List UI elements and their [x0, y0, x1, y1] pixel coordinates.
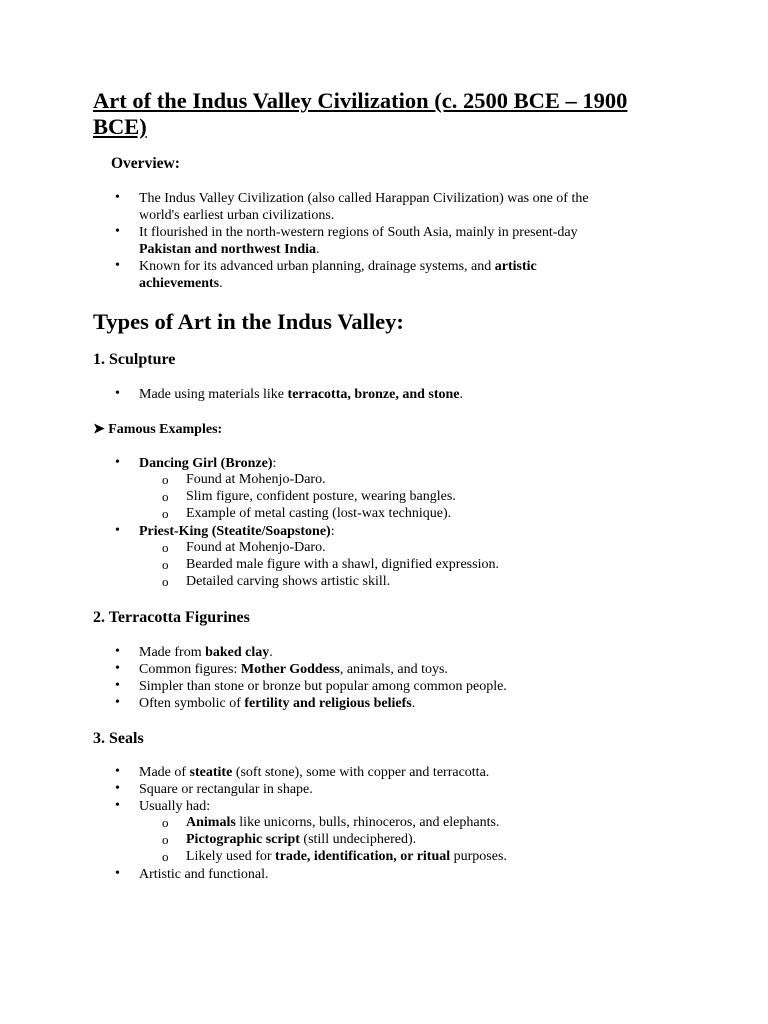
circle-bullet-icon: o	[162, 849, 169, 864]
bullet-icon: •	[115, 678, 120, 693]
text-run: (soft stone), some with copper and terracotta.	[232, 765, 490, 780]
seals-item: Artistic and functional.	[139, 867, 269, 882]
circle-bullet-icon: o	[162, 472, 169, 487]
emphasis: steatite	[189, 765, 233, 780]
bullet-icon: •	[115, 661, 120, 676]
example-sub-item: Detailed carving shows artistic skill.	[186, 574, 391, 589]
text-run: , animals, and toys.	[339, 662, 448, 677]
text-run: Known for its advanced urban planning, drainage systems, and	[139, 259, 495, 274]
text-run: :	[330, 524, 335, 539]
seals-heading: 3. Seals	[93, 730, 144, 747]
bullet-icon: •	[115, 781, 120, 796]
circle-bullet-icon: o	[162, 489, 169, 504]
terracotta-heading: 2. Terracotta Figurines	[93, 609, 250, 626]
bullet-icon: •	[115, 523, 120, 538]
emphasis: Priest-King (Steatite/Soapstone)	[139, 524, 331, 539]
terracotta-item	[139, 661, 448, 678]
text-run: .	[219, 276, 223, 291]
bullet-icon: •	[115, 258, 120, 273]
bullet-icon: •	[115, 190, 120, 205]
text-run: :	[272, 456, 277, 471]
seals-sub-item	[186, 814, 499, 831]
text-run: .	[459, 387, 464, 402]
emphasis: trade, identification, or ritual	[275, 849, 451, 864]
example-sub-item: Slim figure, confident posture, wearing bangles.	[186, 489, 456, 504]
terracotta-item	[139, 695, 415, 712]
text-run: Made of	[139, 765, 190, 780]
text-run: Likely used for	[186, 849, 276, 864]
overview-item-1-line-1: The Indus Valley Civilization (also called Harappan Civilization) was one of the	[139, 191, 589, 206]
text-run: like unicorns, bulls, rhinoceros, and elephants.	[235, 815, 500, 830]
types-heading: Types of Art in the Indus Valley:	[93, 309, 404, 334]
text-run: Often symbolic of	[139, 696, 245, 711]
seals-sub-item	[186, 848, 507, 865]
seals-sub-item	[186, 831, 416, 848]
text-run: Made from	[139, 645, 206, 660]
text-run: Common figures:	[139, 662, 241, 677]
emphasis: baked clay	[205, 645, 270, 660]
emphasis: Pakistan and northwest India	[139, 242, 316, 257]
overview-item-2-line-1: It flourished in the north-western regions of South Asia, mainly in present-day	[139, 225, 578, 240]
text-run: (still undeciphered).	[299, 832, 417, 847]
overview-item-3-line-1	[139, 258, 537, 275]
bullet-icon: •	[115, 224, 120, 239]
example-priest-king	[139, 523, 335, 540]
sculpture-heading: 1. Sculpture	[93, 351, 176, 368]
text-run: .	[411, 696, 416, 711]
circle-bullet-icon: o	[162, 832, 169, 847]
text-run: purposes.	[450, 849, 507, 864]
terracotta-item	[139, 644, 273, 661]
emphasis: Animals	[186, 815, 236, 830]
overview-item-1-line-2: world's earliest urban civilizations.	[139, 208, 335, 223]
emphasis: Pictographic script	[186, 832, 300, 847]
circle-bullet-icon: o	[162, 540, 169, 555]
overview-heading: Overview:	[111, 155, 180, 172]
example-dancing-girl	[139, 455, 276, 472]
emphasis: artistic	[494, 259, 537, 274]
sculpture-item	[139, 386, 463, 403]
seals-item	[139, 764, 489, 781]
emphasis: Dancing Girl (Bronze)	[139, 456, 273, 471]
example-sub-item: Bearded male figure with a shawl, dignified expression.	[186, 557, 499, 572]
emphasis: terracotta, bronze, and stone	[287, 387, 460, 402]
bullet-icon: •	[115, 455, 120, 470]
terracotta-item	[139, 678, 507, 695]
seals-item: Square or rectangular in shape.	[139, 782, 313, 797]
example-sub-item: Found at Mohenjo-Daro.	[186, 472, 326, 487]
circle-bullet-icon: o	[162, 815, 169, 830]
emphasis: fertility and religious beliefs	[244, 696, 412, 711]
bullet-icon: •	[115, 764, 120, 779]
text-run: .	[316, 242, 320, 257]
text-run: Made using materials like	[139, 387, 288, 402]
circle-bullet-icon: o	[162, 506, 169, 521]
overview-item-2-line-2	[139, 241, 320, 258]
circle-bullet-icon: o	[162, 557, 169, 572]
seals-item: Usually had:	[139, 799, 211, 814]
text-run: Simpler than stone or bronze but popular among common people.	[139, 679, 507, 694]
circle-bullet-icon: o	[162, 574, 169, 589]
overview-item-3-line-2	[139, 275, 223, 292]
bullet-icon: •	[115, 644, 120, 659]
bullet-icon: •	[115, 695, 120, 710]
bullet-icon: •	[115, 866, 120, 881]
document-title: Art of the Indus Valley Civilization (c. 2500 BCE – 1900 BCE)	[93, 88, 628, 139]
example-sub-item: Found at Mohenjo-Daro.	[186, 540, 326, 555]
bullet-icon: •	[115, 386, 120, 401]
emphasis: achievements	[139, 276, 220, 291]
text-run: .	[269, 645, 273, 660]
example-sub-item: Example of metal casting (lost-wax technique).	[186, 506, 452, 521]
bullet-icon: •	[115, 798, 120, 813]
emphasis: Mother Goddess	[240, 662, 340, 677]
examples-heading: ➤ Famous Examples:	[93, 422, 223, 437]
